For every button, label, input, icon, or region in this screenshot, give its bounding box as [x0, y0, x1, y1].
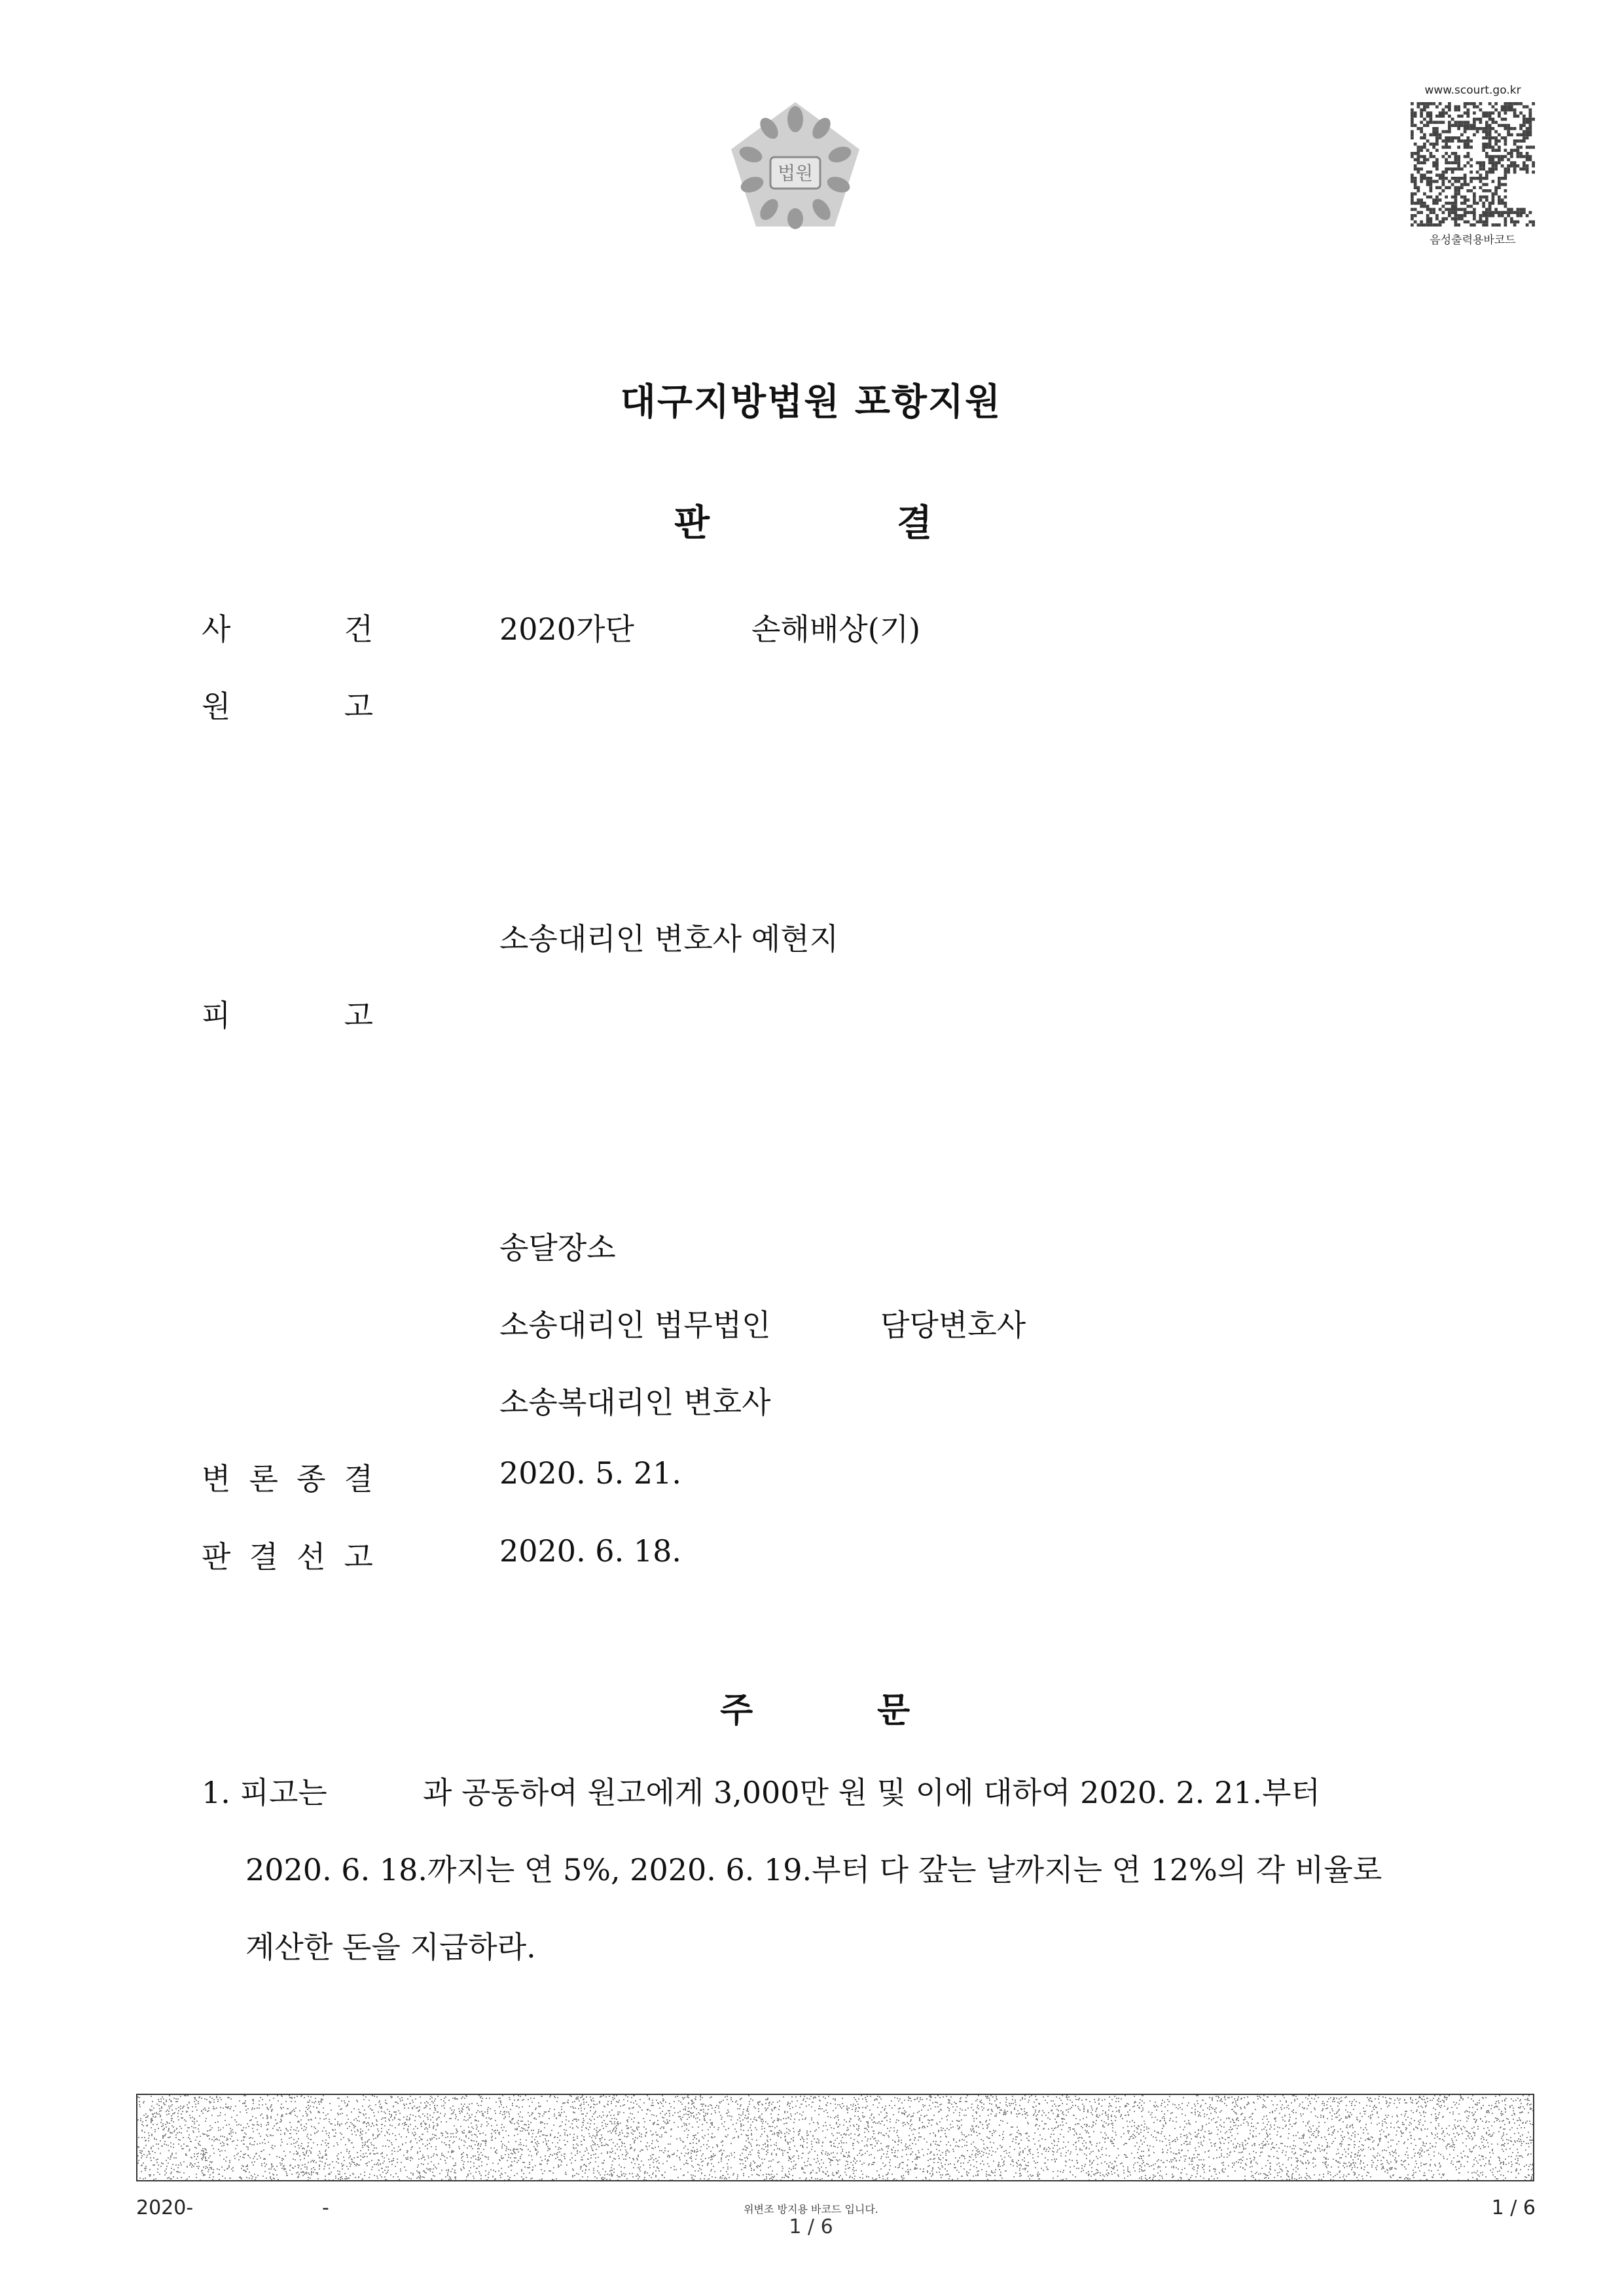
document-title — [674, 494, 932, 547]
label-case: 사 건 — [202, 611, 373, 647]
voice-barcode-block — [1407, 84, 1538, 247]
order-line-3: 계산한 돈을 지급하라. — [245, 1929, 536, 1965]
footer-page-center: 1 / 6 — [789, 2215, 833, 2238]
court-seal — [723, 97, 867, 241]
court-website-url: www.scourt.go.kr — [1424, 84, 1521, 97]
label-defendant: 피 고 — [202, 998, 373, 1033]
label-closing-argument: 변 론 종 결 — [202, 1461, 373, 1497]
service-address: 송달장소 — [499, 1230, 616, 1266]
order-line-1: 1. 피고는 과 공동하여 원고에게 3,000만 원 및 이에 대하여 2020. 2. 21.부터 — [202, 1775, 1320, 1810]
defendant-lead-attorney: 담당변호사 — [880, 1307, 1026, 1343]
label-judgment-date: 판 결 선 고 — [202, 1539, 373, 1575]
judgment-date: 2020. 6. 18. — [499, 1533, 681, 1569]
plaintiff-attorney: 소송대리인 변호사 예현지 — [499, 921, 839, 957]
footer-dash: - — [322, 2196, 329, 2219]
footer-case-number: 2020- — [136, 2196, 194, 2219]
defendant-law-firm: 소송대리인 법무법인 — [499, 1307, 771, 1343]
footer-page-number: 1 / 6 — [1491, 2196, 1536, 2219]
seal-text: 법원 — [777, 162, 814, 184]
defendant-sub-attorney: 소송복대리인 변호사 — [499, 1385, 771, 1420]
anti-forgery-barcode — [136, 2094, 1534, 2181]
court-name: 대구지방법원 포항지원 — [620, 381, 1002, 424]
qr-barcode — [1411, 102, 1535, 227]
case-number: 2020가단 — [499, 611, 634, 647]
barcode-pattern — [137, 2095, 1533, 2180]
order-title-char: 문 — [877, 1691, 910, 1730]
order-title-char: 주 — [720, 1691, 753, 1730]
order-line-2: 2020. 6. 18.까지는 연 5%, 2020. 6. 19.부터 다 갚는 날까지는 연 12%의 각 비율로 — [245, 1852, 1382, 1887]
label-plaintiff: 원 고 — [202, 689, 373, 724]
order-title — [720, 1683, 910, 1732]
title-char: 결 — [897, 502, 933, 545]
footer-barcode-note: 위변조 방지용 바코드 입니다. — [744, 2203, 878, 2215]
qr-caption: 음성출력용바코드 — [1430, 234, 1516, 247]
closing-argument-date: 2020. 5. 21. — [499, 1455, 681, 1491]
title-char: 판 — [674, 502, 710, 545]
case-name: 손해배상(기) — [751, 611, 921, 647]
